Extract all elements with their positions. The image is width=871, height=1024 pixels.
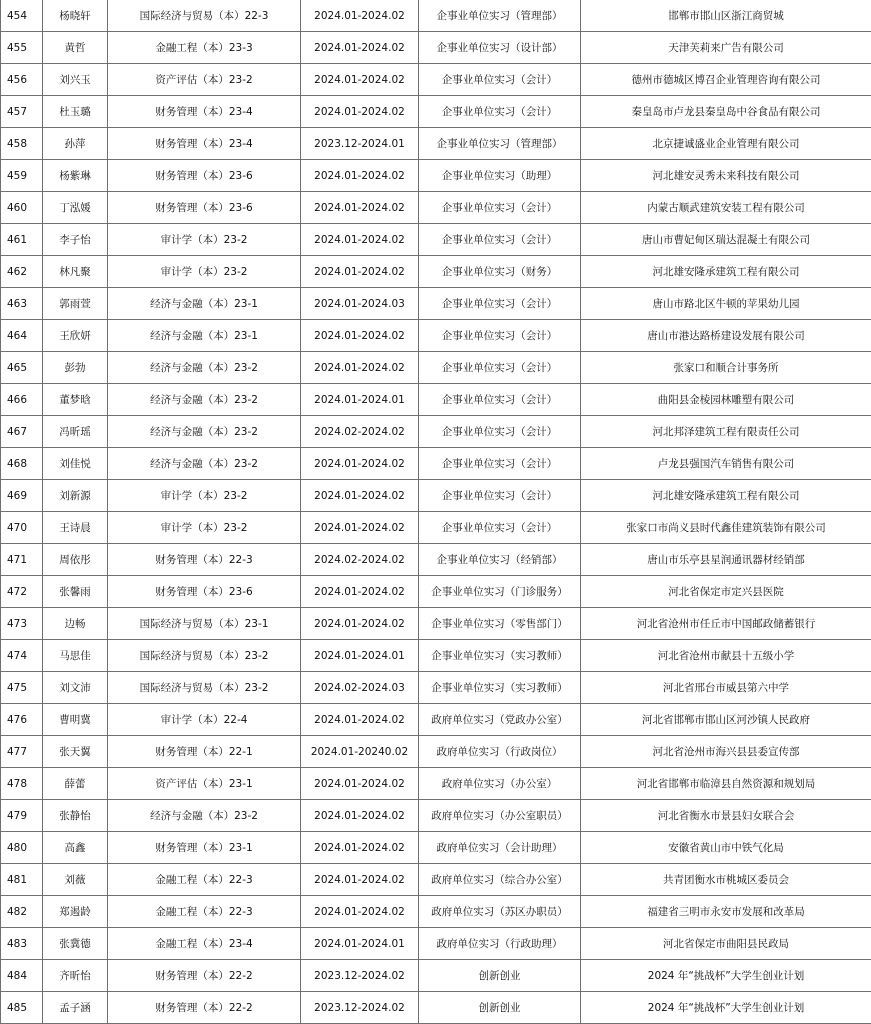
cell-practice-unit: 唐山市乐亭县星润通讯器材经销部 — [581, 544, 871, 576]
cell-practice-type: 企事业单位实习（会计） — [419, 352, 581, 384]
cell-practice-unit: 共青团衡水市桃城区委员会 — [581, 864, 871, 896]
table-row — [1, 832, 871, 864]
cell-period: 2024.01-2024.02 — [301, 576, 419, 608]
table-body — [1, 0, 871, 1024]
cell-practice-type: 企事业单位实习（会计） — [419, 96, 581, 128]
cell-practice-type: 企事业单位实习（会计） — [419, 224, 581, 256]
cell-period: 2023.12-2024.01 — [301, 128, 419, 160]
table-row — [1, 800, 871, 832]
cell-practice-type: 企事业单位实习（会计） — [419, 64, 581, 96]
cell-period: 2024.02-2024.02 — [301, 544, 419, 576]
cell-number: 461 — [1, 224, 43, 256]
cell-practice-type: 企事业单位实习（门诊服务） — [419, 576, 581, 608]
cell-period: 2024.02-2024.02 — [301, 416, 419, 448]
cell-practice-type: 政府单位实习（综合办公室） — [419, 864, 581, 896]
cell-period: 2024.01-2024.02 — [301, 352, 419, 384]
cell-class: 经济与金融（本）23-2 — [108, 352, 301, 384]
cell-practice-unit: 河北省邯郸市邯山区河沙镇人民政府 — [581, 704, 871, 736]
cell-class: 国际经济与贸易（本）22-3 — [108, 0, 301, 32]
cell-number: 464 — [1, 320, 43, 352]
cell-class: 财务管理（本）23-4 — [108, 128, 301, 160]
cell-period: 2024.01-20240.02 — [301, 736, 419, 768]
cell-period: 2024.01-2024.02 — [301, 608, 419, 640]
cell-number: 470 — [1, 512, 43, 544]
cell-practice-type: 企事业单位实习（设计部） — [419, 32, 581, 64]
cell-practice-unit: 河北雄安灵秀未来科技有限公司 — [581, 160, 871, 192]
cell-practice-type: 创新创业 — [419, 992, 581, 1024]
cell-class: 审计学（本）23-2 — [108, 480, 301, 512]
table-row — [1, 256, 871, 288]
cell-practice-unit: 河北省邯郸市临漳县自然资源和规划局 — [581, 768, 871, 800]
cell-practice-type: 企事业单位实习（管理部） — [419, 128, 581, 160]
cell-period: 2024.01-2024.02 — [301, 768, 419, 800]
cell-student-name: 杜玉璐 — [43, 96, 108, 128]
cell-class: 财务管理（本）23-6 — [108, 160, 301, 192]
cell-period: 2024.01-2024.02 — [301, 224, 419, 256]
cell-period: 2024.01-2024.02 — [301, 832, 419, 864]
cell-class: 财务管理（本）22-2 — [108, 992, 301, 1024]
cell-practice-type: 企事业单位实习（经销部） — [419, 544, 581, 576]
cell-practice-unit: 福建省三明市永安市发展和改革局 — [581, 896, 871, 928]
cell-student-name: 刘文沛 — [43, 672, 108, 704]
table-row — [1, 480, 871, 512]
table-row — [1, 928, 871, 960]
cell-practice-type: 企事业单位实习（财务） — [419, 256, 581, 288]
cell-number: 481 — [1, 864, 43, 896]
cell-practice-type: 政府单位实习（办公室职员） — [419, 800, 581, 832]
cell-practice-unit: 河北省沧州市海兴县县委宣传部 — [581, 736, 871, 768]
cell-student-name: 张天翼 — [43, 736, 108, 768]
cell-number: 483 — [1, 928, 43, 960]
cell-student-name: 丁泓媛 — [43, 192, 108, 224]
cell-practice-type: 企事业单位实习（会计） — [419, 320, 581, 352]
cell-practice-unit: 河北雄安隆承建筑工程有限公司 — [581, 256, 871, 288]
cell-practice-unit: 天津芙莉来广告有限公司 — [581, 32, 871, 64]
cell-practice-type: 企事业单位实习（实习教师） — [419, 672, 581, 704]
cell-practice-unit: 秦皇岛市卢龙县秦皇岛中谷食品有限公司 — [581, 96, 871, 128]
cell-number: 472 — [1, 576, 43, 608]
cell-practice-type: 企事业单位实习（会计） — [419, 448, 581, 480]
table-row — [1, 160, 871, 192]
table-row — [1, 128, 871, 160]
cell-practice-unit: 河北省保定市定兴县医院 — [581, 576, 871, 608]
cell-practice-unit: 德州市德城区博召企业管理咨询有限公司 — [581, 64, 871, 96]
cell-class: 财务管理（本）22-1 — [108, 736, 301, 768]
cell-practice-unit: 唐山市路北区牛顿的苹果幼儿园 — [581, 288, 871, 320]
table-row — [1, 704, 871, 736]
table-row — [1, 736, 871, 768]
cell-student-name: 郑遏龄 — [43, 896, 108, 928]
cell-period: 2024.01-2024.02 — [301, 704, 419, 736]
cell-practice-unit: 张家口和顺合计事务所 — [581, 352, 871, 384]
cell-number: 480 — [1, 832, 43, 864]
cell-class: 金融工程（本）22-3 — [108, 864, 301, 896]
cell-number: 469 — [1, 480, 43, 512]
cell-class: 经济与金融（本）23-1 — [108, 288, 301, 320]
cell-number: 475 — [1, 672, 43, 704]
cell-practice-unit: 河北省保定市曲阳县民政局 — [581, 928, 871, 960]
cell-period: 2024.01-2024.02 — [301, 320, 419, 352]
cell-student-name: 董梦晗 — [43, 384, 108, 416]
cell-practice-unit: 邯郸市邯山区浙江商贸城 — [581, 0, 871, 32]
cell-practice-type: 政府单位实习（行政助理） — [419, 928, 581, 960]
table-row — [1, 960, 871, 992]
cell-class: 资产评估（本）23-1 — [108, 768, 301, 800]
cell-period: 2024.01-2024.02 — [301, 480, 419, 512]
cell-practice-type: 政府单位实习（办公室） — [419, 768, 581, 800]
table-row — [1, 416, 871, 448]
cell-class: 审计学（本）22-4 — [108, 704, 301, 736]
cell-period: 2024.01-2024.02 — [301, 64, 419, 96]
cell-period: 2024.01-2024.02 — [301, 800, 419, 832]
cell-student-name: 孙萍 — [43, 128, 108, 160]
cell-practice-unit: 河北雄安隆承建筑工程有限公司 — [581, 480, 871, 512]
cell-practice-unit: 北京捷诚盛业企业管理有限公司 — [581, 128, 871, 160]
cell-student-name: 杨晓轩 — [43, 0, 108, 32]
cell-number: 457 — [1, 96, 43, 128]
cell-class: 国际经济与贸易（本）23-1 — [108, 608, 301, 640]
cell-practice-unit: 河北省衡水市景县妇女联合会 — [581, 800, 871, 832]
cell-practice-type: 企事业单位实习（管理部） — [419, 0, 581, 32]
cell-number: 463 — [1, 288, 43, 320]
cell-student-name: 彭勃 — [43, 352, 108, 384]
cell-class: 金融工程（本）23-3 — [108, 32, 301, 64]
table-row — [1, 640, 871, 672]
cell-student-name: 黄哲 — [43, 32, 108, 64]
cell-number: 468 — [1, 448, 43, 480]
cell-period: 2024.01-2024.01 — [301, 384, 419, 416]
cell-class: 审计学（本）23-2 — [108, 256, 301, 288]
table-row — [1, 64, 871, 96]
cell-student-name: 马思佳 — [43, 640, 108, 672]
cell-period: 2024.01-2024.02 — [301, 256, 419, 288]
cell-class: 国际经济与贸易（本）23-2 — [108, 640, 301, 672]
cell-practice-type: 企事业单位实习（助理） — [419, 160, 581, 192]
cell-practice-unit: 2024 年“挑战杯”大学生创业计划 — [581, 992, 871, 1024]
cell-number: 476 — [1, 704, 43, 736]
cell-period: 2024.01-2024.02 — [301, 0, 419, 32]
cell-class: 财务管理（本）23-6 — [108, 192, 301, 224]
cell-class: 国际经济与贸易（本）23-2 — [108, 672, 301, 704]
cell-student-name: 王欣妍 — [43, 320, 108, 352]
cell-practice-unit: 唐山市曹妃甸区瑞达混凝土有限公司 — [581, 224, 871, 256]
cell-practice-type: 政府单位实习（党政办公室） — [419, 704, 581, 736]
table-row — [1, 0, 871, 32]
table-row — [1, 192, 871, 224]
cell-class: 资产评估（本）23-2 — [108, 64, 301, 96]
cell-practice-unit: 河北邦泽建筑工程有限责任公司 — [581, 416, 871, 448]
table-row — [1, 384, 871, 416]
cell-class: 经济与金融（本）23-1 — [108, 320, 301, 352]
cell-period: 2024.01-2024.03 — [301, 288, 419, 320]
cell-practice-type: 政府单位实习（行政岗位） — [419, 736, 581, 768]
cell-practice-type: 政府单位实习（苏区办职员） — [419, 896, 581, 928]
table-row — [1, 32, 871, 64]
cell-class: 审计学（本）23-2 — [108, 224, 301, 256]
table-row — [1, 768, 871, 800]
cell-number: 454 — [1, 0, 43, 32]
cell-student-name: 郭雨萱 — [43, 288, 108, 320]
cell-student-name: 李子怡 — [43, 224, 108, 256]
cell-number: 460 — [1, 192, 43, 224]
cell-practice-type: 企事业单位实习（会计） — [419, 384, 581, 416]
cell-class: 经济与金融（本）23-2 — [108, 384, 301, 416]
cell-practice-unit: 河北省沧州市任丘市中国邮政储蓄银行 — [581, 608, 871, 640]
cell-class: 财务管理（本）22-2 — [108, 960, 301, 992]
cell-student-name: 孟子涵 — [43, 992, 108, 1024]
cell-number: 466 — [1, 384, 43, 416]
table-row — [1, 96, 871, 128]
cell-practice-type: 政府单位实习（会计助理） — [419, 832, 581, 864]
cell-class: 财务管理（本）23-1 — [108, 832, 301, 864]
cell-period: 2023.12-2024.02 — [301, 960, 419, 992]
cell-practice-unit: 安徽省黄山市中铁气化局 — [581, 832, 871, 864]
cell-student-name: 张静怡 — [43, 800, 108, 832]
cell-number: 485 — [1, 992, 43, 1024]
cell-period: 2024.01-2024.02 — [301, 512, 419, 544]
table-row — [1, 992, 871, 1024]
table-row — [1, 672, 871, 704]
cell-class: 金融工程（本）23-4 — [108, 928, 301, 960]
cell-period: 2023.12-2024.02 — [301, 992, 419, 1024]
cell-period: 2024.01-2024.02 — [301, 192, 419, 224]
cell-period: 2024.01-2024.02 — [301, 160, 419, 192]
cell-period: 2024.01-2024.02 — [301, 864, 419, 896]
cell-class: 经济与金融（本）23-2 — [108, 448, 301, 480]
cell-class: 审计学（本）23-2 — [108, 512, 301, 544]
cell-period: 2024.01-2024.01 — [301, 640, 419, 672]
cell-student-name: 曹明冀 — [43, 704, 108, 736]
cell-practice-unit: 内蒙古顺武建筑安装工程有限公司 — [581, 192, 871, 224]
cell-student-name: 周依彤 — [43, 544, 108, 576]
cell-practice-type: 企事业单位实习（会计） — [419, 512, 581, 544]
cell-practice-type: 企事业单位实习（会计） — [419, 480, 581, 512]
cell-number: 479 — [1, 800, 43, 832]
cell-student-name: 杨紫琳 — [43, 160, 108, 192]
cell-student-name: 冯昕瑶 — [43, 416, 108, 448]
table-row — [1, 864, 871, 896]
table-row — [1, 608, 871, 640]
table-row — [1, 352, 871, 384]
table-row — [1, 448, 871, 480]
cell-number: 477 — [1, 736, 43, 768]
cell-number: 458 — [1, 128, 43, 160]
cell-class: 经济与金融（本）23-2 — [108, 416, 301, 448]
cell-practice-unit: 2024 年“挑战杯”大学生创业计划 — [581, 960, 871, 992]
cell-student-name: 齐昕怡 — [43, 960, 108, 992]
cell-period: 2024.01-2024.02 — [301, 448, 419, 480]
cell-period: 2024.01-2024.02 — [301, 96, 419, 128]
cell-period: 2024.01-2024.01 — [301, 928, 419, 960]
cell-student-name: 张馨雨 — [43, 576, 108, 608]
cell-period: 2024.01-2024.02 — [301, 896, 419, 928]
cell-student-name: 张冀德 — [43, 928, 108, 960]
cell-student-name: 林凡聚 — [43, 256, 108, 288]
cell-number: 455 — [1, 32, 43, 64]
cell-practice-unit: 河北省沧州市献县十五级小学 — [581, 640, 871, 672]
cell-class: 财务管理（本）23-6 — [108, 576, 301, 608]
cell-class: 金融工程（本）22-3 — [108, 896, 301, 928]
cell-number: 459 — [1, 160, 43, 192]
table-row — [1, 576, 871, 608]
cell-student-name: 王诗晨 — [43, 512, 108, 544]
cell-number: 484 — [1, 960, 43, 992]
cell-student-name: 刘薇 — [43, 864, 108, 896]
cell-practice-unit: 曲阳县金棱园林雕塑有限公司 — [581, 384, 871, 416]
cell-practice-unit: 唐山市港达路桥建设发展有限公司 — [581, 320, 871, 352]
cell-practice-type: 企事业单位实习（实习教师） — [419, 640, 581, 672]
cell-student-name: 高鑫 — [43, 832, 108, 864]
cell-practice-unit: 河北省邢台市威县第六中学 — [581, 672, 871, 704]
cell-period: 2024.02-2024.03 — [301, 672, 419, 704]
cell-practice-type: 创新创业 — [419, 960, 581, 992]
cell-class: 经济与金融（本）23-2 — [108, 800, 301, 832]
cell-student-name: 刘新源 — [43, 480, 108, 512]
table-row — [1, 544, 871, 576]
cell-practice-type: 企事业单位实习（会计） — [419, 288, 581, 320]
cell-number: 473 — [1, 608, 43, 640]
cell-number: 478 — [1, 768, 43, 800]
cell-student-name: 边畅 — [43, 608, 108, 640]
table-row — [1, 288, 871, 320]
table-row — [1, 224, 871, 256]
cell-practice-type: 企事业单位实习（零售部门） — [419, 608, 581, 640]
cell-period: 2024.01-2024.02 — [301, 32, 419, 64]
cell-student-name: 薛蕾 — [43, 768, 108, 800]
table-row — [1, 320, 871, 352]
cell-practice-unit: 张家口市尚义县时代鑫佳建筑装饰有限公司 — [581, 512, 871, 544]
cell-number: 462 — [1, 256, 43, 288]
cell-practice-type: 企事业单位实习（会计） — [419, 192, 581, 224]
cell-number: 482 — [1, 896, 43, 928]
cell-student-name: 刘兴玉 — [43, 64, 108, 96]
cell-practice-unit: 卢龙县强国汽车销售有限公司 — [581, 448, 871, 480]
cell-number: 465 — [1, 352, 43, 384]
cell-practice-type: 企事业单位实习（会计） — [419, 416, 581, 448]
cell-class: 财务管理（本）23-4 — [108, 96, 301, 128]
cell-student-name: 刘佳悦 — [43, 448, 108, 480]
cell-number: 471 — [1, 544, 43, 576]
table-row — [1, 512, 871, 544]
cell-number: 467 — [1, 416, 43, 448]
cell-number: 456 — [1, 64, 43, 96]
cell-class: 财务管理（本）22-3 — [108, 544, 301, 576]
cell-number: 474 — [1, 640, 43, 672]
table-row — [1, 896, 871, 928]
